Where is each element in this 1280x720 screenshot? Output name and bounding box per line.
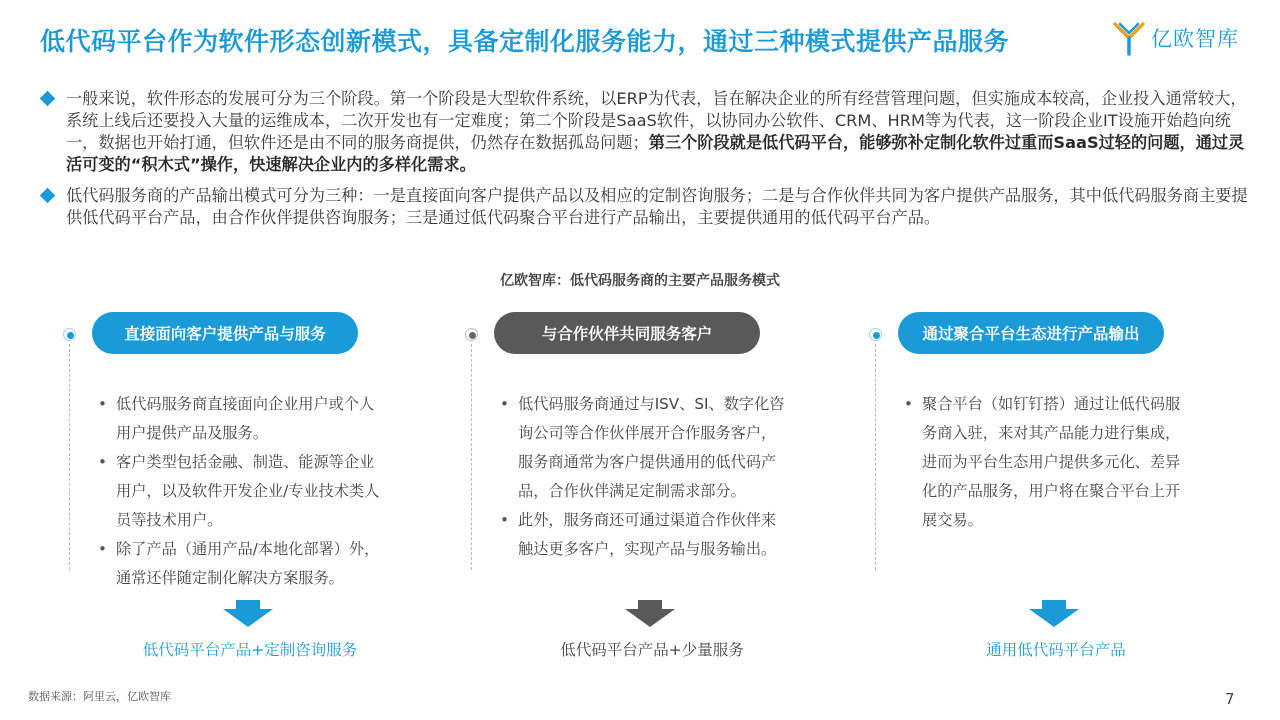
- logo-icon: [1113, 20, 1145, 56]
- mode-items: [500, 390, 790, 564]
- logo-text: 亿欧智库: [1151, 27, 1239, 51]
- list-item: • 低代码服务商通过与ISV、SI、数字化咨询公司等合作伙伴展开合作服务客户，服务商通常为客户提供通用的低代码产品，合作伙伴满足定制需求部分。: [500, 390, 790, 506]
- timeline-line: [875, 344, 876, 570]
- timeline-dot-icon: [869, 328, 882, 341]
- page-title: 低代码平台作为软件形态创新模式，具备定制化服务能力，通过三种模式提供产品服务: [40, 27, 1010, 56]
- down-arrow-icon: [1029, 600, 1079, 628]
- timeline-dot-icon: [63, 328, 76, 341]
- brand-logo: [1113, 18, 1253, 58]
- mode-label: 直接面向客户提供产品与服务: [92, 312, 358, 354]
- bullet-text: 一般来说，软件形态的发展可分为三个阶段。第一个阶段是大型软件系统，以ERP为代表，旨在解决企业的所有经营管理问题，但实施成本较高，企业投入通常较大，系统上线后还要投入大量的运维成本，二次开发也有一定难度；第二个阶段是SaaS软件，以协同办公软件、CRM、HRM等为代表，这一阶段企业IT设施开始趋向统一，数据也开始打通，但软件还是由不同的服务商提供，仍然存在数据孤岛问题；: [66, 89, 1247, 152]
- timeline-line: [471, 344, 472, 570]
- bullet-text: 低代码服务商的产品输出模式可分为三种：一是直接面向客户提供产品以及相应的定制咨询服务；二是与合作伙伴共同为客户提供产品服务，其中低代码服务商主要提供低代码平台产品，由合作伙伴提供咨询服务；三是通过低代码聚合平台进行产品输出，主要提供通用的低代码平台产品。: [66, 186, 1248, 227]
- mode-column-aggregator: [866, 310, 1226, 670]
- diamond-bullet-icon: [40, 188, 56, 204]
- mode-items: [904, 390, 1194, 535]
- intro-bullets: [42, 88, 1250, 238]
- mode-result: 通用低代码平台产品: [986, 641, 1126, 659]
- list-item: • 聚合平台（如钉钉搭）通过让低代码服务商入驻，来对其产品能力进行集成，进而为平台生态用户提供多元化、差异化的产品服务，用户将在聚合平台上开展交易。: [904, 390, 1194, 535]
- data-source: 数据来源：阿里云，亿欧智库: [28, 690, 171, 703]
- page-number: 7: [1225, 690, 1235, 708]
- mode-items: [98, 390, 388, 593]
- mode-result: 低代码平台产品+少量服务: [560, 641, 744, 659]
- figure-title: 亿欧智库：低代码服务商的主要产品服务模式: [500, 273, 780, 289]
- list-item: • 除了产品（通用产品/本地化部署）外，通常还伴随定制化解决方案服务。: [98, 535, 388, 593]
- bullet-bold-text: 第三个阶段就是低代码平台，能够弥补定制化软件过重而SaaS过轻的问题，通过灵活可变的“积木式”操作，快速解决企业内的多样化需求。: [66, 133, 1245, 174]
- mode-label: 通过聚合平台生态进行产品输出: [898, 312, 1164, 354]
- list-item: • 低代码服务商直接面向企业用户或个人用户提供产品及服务。: [98, 390, 388, 448]
- mode-label: 与合作伙伴共同服务客户: [494, 312, 760, 354]
- down-arrow-icon: [625, 600, 675, 628]
- down-arrow-icon: [223, 600, 273, 628]
- timeline-dot-icon: [465, 328, 478, 341]
- diamond-bullet-icon: [40, 91, 56, 107]
- timeline-line: [69, 344, 70, 570]
- intro-bullet: [42, 88, 1250, 176]
- mode-column-direct: [60, 310, 420, 670]
- mode-column-partner: [462, 310, 822, 670]
- list-item: • 客户类型包括金融、制造、能源等企业用户，以及软件开发企业/专业技术类人员等技术用户。: [98, 448, 388, 535]
- mode-result: 低代码平台产品+定制咨询服务: [142, 641, 358, 659]
- intro-bullet: [42, 185, 1250, 229]
- list-item: • 此外，服务商还可通过渠道合作伙伴来触达更多客户，实现产品与服务输出。: [500, 506, 790, 564]
